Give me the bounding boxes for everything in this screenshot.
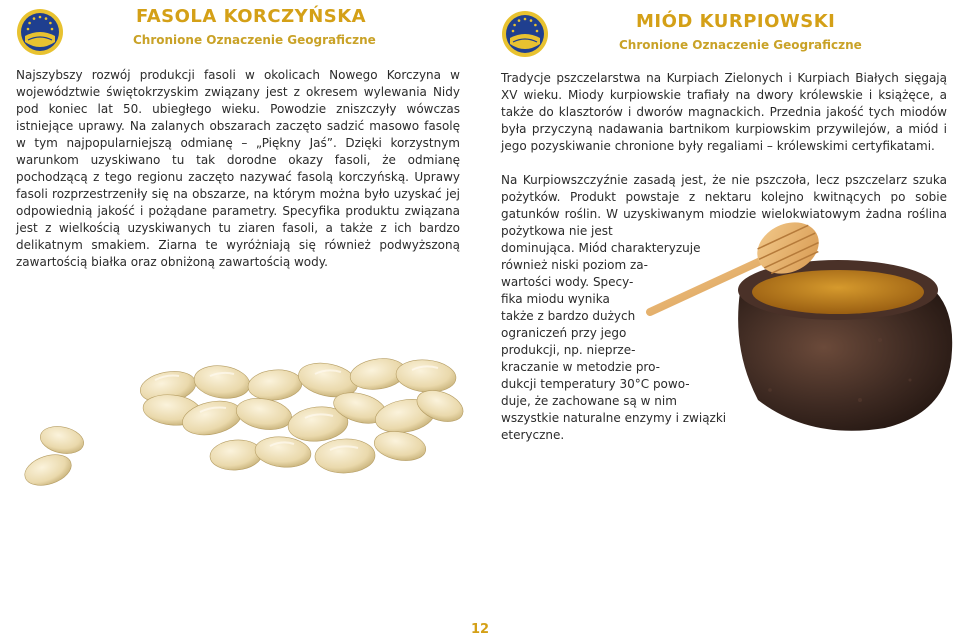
text-line: wartości wody. Specy- (501, 275, 634, 289)
text-line: produkcji, np. nieprze- (501, 343, 636, 357)
body-text-miod-2-wrap (501, 240, 731, 444)
text-line: ograniczeń przy jego (501, 326, 627, 340)
subtitle-miod: Chronione Oznaczenie Geograficzne (619, 38, 862, 52)
text-line: kraczanie w metodzie pro- (501, 360, 660, 374)
body-text-fasola: Najszybszy rozwój produkcji fasoli w okolicach Nowego Korczyna w województwie świętokrzyskim związany jest z okresem wylewania Nidy pod koniec lat 50. ubiegłego wieku. Powodzie zniszczyły wówczas istniejące uprawy. Na zalanych obszarach zaczęto sadzić masowo fasolę w tym najpopularniejszą odmianę – „Piękny Jaś”. Dzięki korzystnym warunkom uzyskiwano tu tak dorodne okazy fasoli, że odmianę pochodzącą z tego regionu zaczęto nazywać fasolą korczyńską. Uprawy fasoli rozprzestrzeniły się na obszarze, na którym można było uzyskać jej odpowiednią jakość i pożądane parametry. Specyfika produktu związana jest z wielkością uzyskiwanych tu ziaren fasoli, a także z ich bardzo delikatnym smakiem. Ziarna te wyróżniają się również podwyższoną zawartością białka oraz obniżoną zawartością wody. (16, 68, 460, 269)
text-line: dukcji temperatury 30°C powo- (501, 377, 690, 391)
beans-image (0, 330, 480, 570)
text-line: duje, że zachowane są w nim (501, 394, 677, 408)
text-line: eteryczne. (501, 428, 565, 442)
page-number: 12 (470, 622, 490, 637)
text-line: również niski poziom za- (501, 258, 648, 272)
page-title-fasola: FASOLA KORCZYŃSKA (136, 6, 367, 27)
subtitle-fasola: Chronione Oznaczenie Geograficzne (133, 33, 376, 47)
pgi-logo-icon (501, 10, 549, 58)
text-line: wszystkie naturalne enzymy i związki (501, 411, 727, 425)
body-text-miod-2: Na Kurpiowszczyźnie zasadą jest, że nie pszczoła, lecz pszczelarz szuka pożytków. Produkt powstaje z nektaru kolejno kwitnących po sobie gatunków roślin. W uzyskiwanym miodzie wielokwiatowym żadna roślina pożytkowa nie jest (501, 173, 947, 238)
page-title-miod: MIÓD KURPIOWSKI (636, 11, 836, 32)
text-line: fika miodu wynika (501, 292, 610, 306)
body-text-miod-1: Tradycje pszczelarstwa na Kurpiach Zielonych i Kurpiach Białych sięgają XV wieku. Miody kurpiowskie trafiały na dwory królewskie i książęce, a także do klasztorów i dworów magnackich. Przednia jakość tych miodów była przyczyną nadawania bartnikom kurpiowskim przywilejów, a miód i jego pozyskiwanie chronione były regaliami – królewskimi certyfikatami. (501, 71, 947, 153)
text-line: dominująca. Miód charakteryzuje (501, 241, 701, 255)
text-line: także z bardzo dużych (501, 309, 636, 323)
pgi-logo-icon (16, 8, 64, 56)
